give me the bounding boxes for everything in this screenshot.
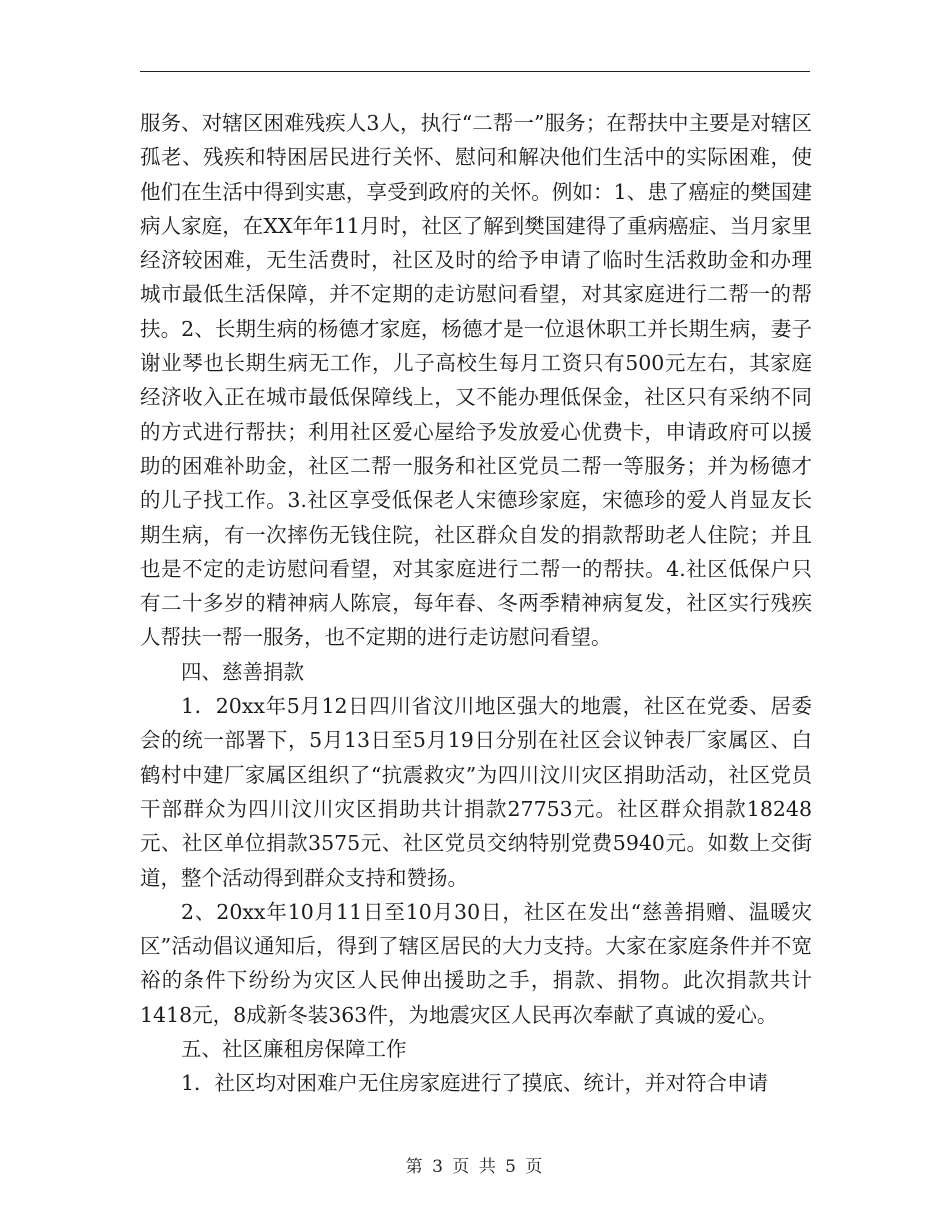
section-heading-charity-donations: 四、慈善捐款 [181, 659, 304, 684]
paragraph-winter-donation: 2、20xx年10月11日至10月30日，社区在发出“慈善捐赠、温暖灾区”活动倡议通知后，得到了辖区居民的大力支持。大家在家庭条件并不宽裕的条件下纷纷为灾区人民伸出援助之手，捐款、捐物。此次捐款共计1418元，8成新冬装363件，为地震灾区人民再次奉献了真诚的爱心。 [140, 899, 812, 1027]
page-number-footer: 第 3 页 共 5 页 [405, 1157, 545, 1177]
section-heading-housing-security: 五、社区廉租房保障工作 [181, 1037, 407, 1062]
paragraph-continued-assistance: 服务、对辖区困难残疾人3人，执行“二帮一”服务；在帮扶中主要是对辖区孤老、残疾和特困居民进行关怀、慰问和解决他们生活中的实际困难，使他们在生活中得到实惠，享受到政府的关怀。例如：1、患了癌症的樊国建病人家庭，在XX年年11月时，社区了解到樊国建得了重病癌症、当月家里经济较困难，无生活费时，社区及时的给予申请了临时生活救助金和办理城市最低生活保障，并不定期的走访慰问看望，对其家庭进行二帮一的帮扶。2、长期生病的杨德才家庭，杨德才是一位退休职工并长期生病，妻子谢业琴也长期生病无工作，儿子高校生每月工资只有500元左右，其家庭经济收入正在城市最低保障线上，又不能办理低保金，社区只有采纳不同的方式进行帮扶；利用社区爱心屋给予发放爱心优费卡，申请政府可以援助的困难补助金，社区二帮一服务和社区党员二帮一等服务；并为杨德才的儿子找工作。3.社区享受低保老人宋德珍家庭，宋德珍的爱人肖显友长期生病，有一次摔伤无钱住院，社区群众自发的捐款帮助老人住院；并且也是不定的走访慰问看望，对其家庭进行二帮一的帮扶。4.社区低保户只有二十多岁的精神病人陈宸，每年春、冬两季精神病复发，社区实行残疾人帮扶一帮一服务，也不定期的进行走访慰问看望。 [140, 111, 812, 650]
header-rule [140, 71, 810, 72]
paragraph-earthquake-donation: 1．20xx年5月12日四川省汶川地区强大的地震，社区在党委、居委会的统一部署下，5月13日至5月19日分别在社区会议钟表厂家属区、白鹤村中建厂家属区组织了“抗震救灾”为四川汶川灾区捐助活动，社区党员干部群众为四川汶川灾区捐助共计捐款27753元。社区群众捐款18248元、社区单位捐款3575元、社区党员交纳特别党费5940元。如数上交街道，整个活动得到群众支持和赞扬。 [140, 694, 812, 890]
document-body [140, 106, 812, 1101]
paragraph-housing-survey: 1．社区均对困难户无住房家庭进行了摸底、统计，并对符合申请 [181, 1071, 769, 1096]
